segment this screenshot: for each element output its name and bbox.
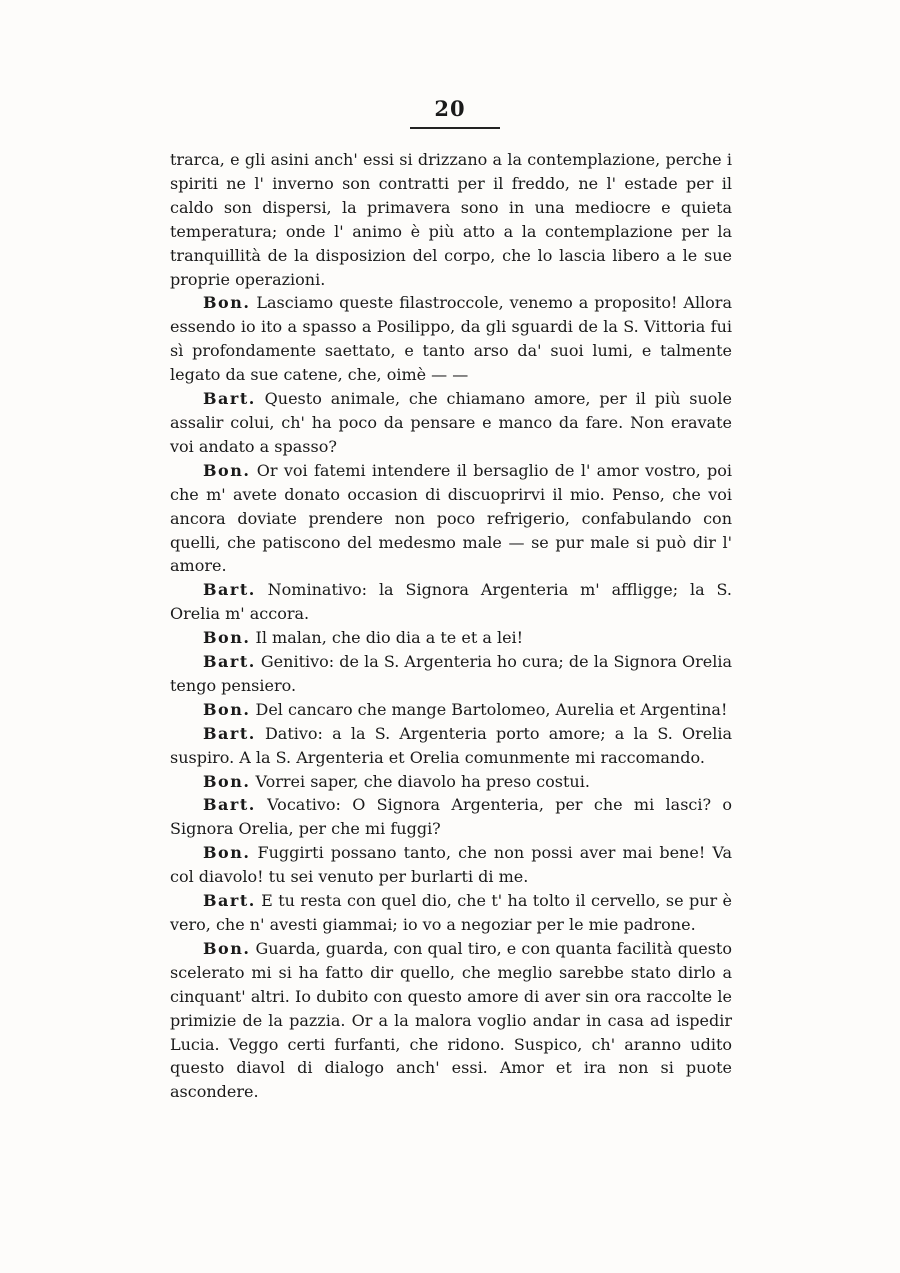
paragraph [170, 722, 732, 770]
body-text [170, 148, 732, 1104]
speaker-label: Bart. [203, 795, 256, 815]
paragraph-text: Questo animale, che chiamano amore, per il più suole assalir colui, ch' ha poco da pensare e manco da fare. Non eravate voi andato a spasso? [170, 389, 732, 456]
paragraph [170, 626, 732, 650]
speaker-label: Bon. [203, 938, 251, 958]
paragraph-text: Vorrei saper, che diavolo ha preso costui. [255, 771, 590, 791]
paragraph-text: Or voi fatemi intendere il bersaglio de l' amor vostro, poi che m' avete donato occasion di discuoprirvi il mio. Penso, che voi ancora doviate prendere non poco refrigerio, confabulando con quelli, che patiscono del medesmo male — se pur male si può dir l' amore. [170, 460, 732, 576]
speaker-label: Bart. [203, 389, 256, 409]
speaker-label: Bon. [203, 771, 251, 791]
speaker-label: Bon. [203, 628, 251, 648]
paragraph-text: Del cancaro che mange Bartolomeo, Aurelia et Argentina! [255, 699, 728, 719]
paragraph [170, 793, 732, 841]
speaker-label: Bon. [203, 293, 251, 313]
speaker-label: Bart. [203, 723, 256, 743]
paragraph [170, 578, 732, 626]
paragraph [170, 889, 732, 937]
paragraph [170, 841, 732, 889]
speaker-label: Bart. [203, 580, 256, 600]
paragraph-text: Guarda, guarda, con qual tiro, e con quanta facilità questo scelerato mi si ha fatto dir quello, che meglio sarebbe stato dirlo a cinquant' altri. Io dubito con questo amore di aver sin ora raccolte le primizie de la pazzia. Or a la malora voglio andar in casa ad ispedir Lucia. Veggo certi furfanti, che ridono. Suspico, ch' aranno udito questo diavol di dialogo anch' essi. Amor et ira non si puote ascondere. [170, 938, 732, 1102]
paragraph-text: trarca, e gli asini anch' essi si drizzano a la contemplazione, perche i spiriti ne l' inverno son contratti per il freddo, ne l' estade per il caldo son dispersi, la primavera sono in una mediocre e quieta temperatura; onde l' animo è più atto a la contemplazione per la tranquillità de la disposizion del corpo, che lo lascia libero a le sue proprie operazioni. [170, 150, 732, 289]
paragraph-text: Lasciamo queste filastroccole, venemo a proposito! Allora essendo io ito a spasso a Posilippo, da gli sguardi de la S. Vittoria fui sì profondamente saettato, e tanto arso da' suoi lumi, e talmente legato da sue catene, che, oimè — — [170, 293, 732, 385]
paragraph-text: Nominativo: la Signora Argenteria m' affligge; la S. Orelia m' accora. [170, 580, 732, 624]
paragraph-text: Dativo: a la S. Argenteria porto amore; a la S. Orelia suspiro. A la S. Argenteria et Orelia comunmente mi raccomando. [170, 723, 732, 767]
page-number: 20 [434, 96, 466, 121]
paragraph-text: Vocativo: O Signora Argenteria, per che mi lasci? o Signora Orelia, per che mi fuggi? [170, 795, 732, 839]
paragraph [170, 698, 732, 722]
paragraph [170, 650, 732, 698]
speaker-label: Bon. [203, 460, 251, 480]
paragraph [170, 148, 732, 291]
paragraph-text: Genitivo: de la S. Argenteria ho cura; de la Signora Orelia tengo pensiero. [170, 652, 732, 695]
paragraph-text: Il malan, che dio dia a te et a lei! [255, 628, 524, 648]
header-rule [410, 127, 500, 129]
paragraph-text: Fuggirti possano tanto, che non possi aver mai bene! Va col diavolo! tu sei venuto per burlarti di me. [170, 843, 732, 887]
paragraph [170, 937, 732, 1104]
speaker-label: Bon. [203, 699, 251, 719]
paragraph-text: E tu resta con quel dio, che t' ha tolto il cervello, se pur è vero, che n' avesti giammai; io vo a negoziar per le mie padrone. [170, 891, 732, 934]
paragraph [170, 770, 732, 794]
paragraph [170, 459, 732, 579]
paragraph [170, 291, 732, 387]
speaker-label: Bart. [203, 652, 256, 672]
speaker-label: Bart. [203, 891, 256, 911]
speaker-label: Bon. [203, 843, 251, 863]
paragraph [170, 387, 732, 459]
